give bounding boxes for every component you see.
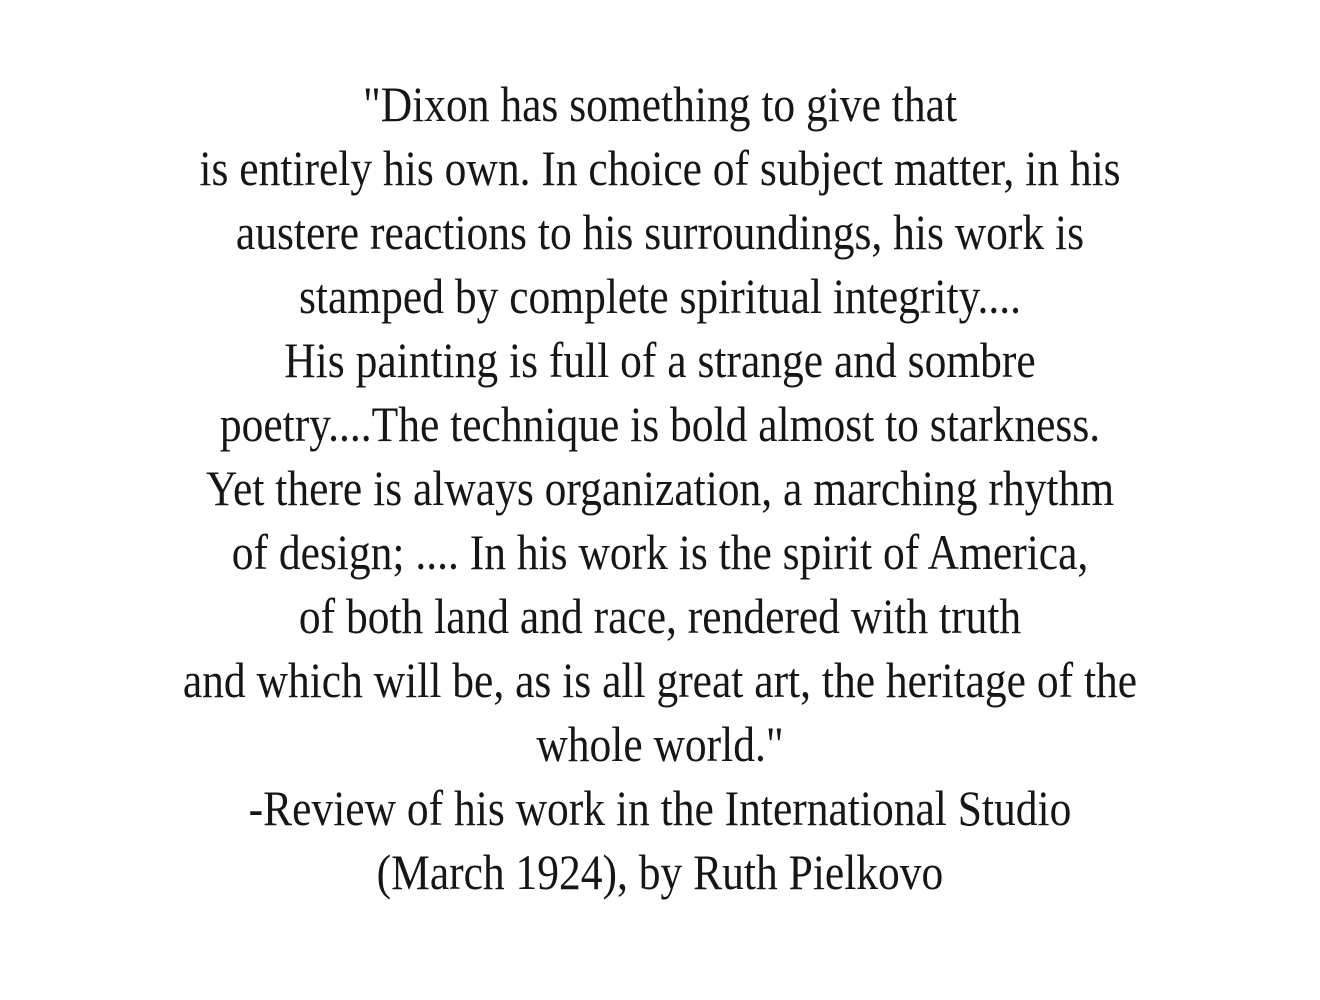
quote-line: stamped by complete spiritual integrity.... bbox=[298, 268, 1022, 324]
quote-line: austere reactions to his surroundings, his work is bbox=[235, 204, 1085, 260]
quote-line: His painting is full of a strange and sombre bbox=[284, 332, 1036, 388]
quote-line: of both land and race, rendered with truth bbox=[298, 588, 1022, 644]
attribution-line: -Review of his work in the International Studio bbox=[248, 780, 1072, 836]
quote-line: is entirely his own. In choice of subject matter, in his bbox=[199, 140, 1121, 196]
quote-line: whole world." bbox=[536, 716, 784, 772]
quote-line: and which will be, as is all great art, the heritage of the bbox=[182, 652, 1138, 708]
quote-line: "Dixon has something to give that bbox=[362, 76, 958, 132]
quote-line: Yet there is always organization, a marching rhythm bbox=[205, 460, 1115, 516]
quote-line: poetry....The technique is bold almost to starkness. bbox=[219, 396, 1101, 452]
quote-line: of design; .... In his work is the spirit of America, bbox=[231, 524, 1089, 580]
attribution-line: (March 1924), by Ruth Pielkovo bbox=[376, 844, 944, 900]
quote-block bbox=[86, 72, 1234, 904]
